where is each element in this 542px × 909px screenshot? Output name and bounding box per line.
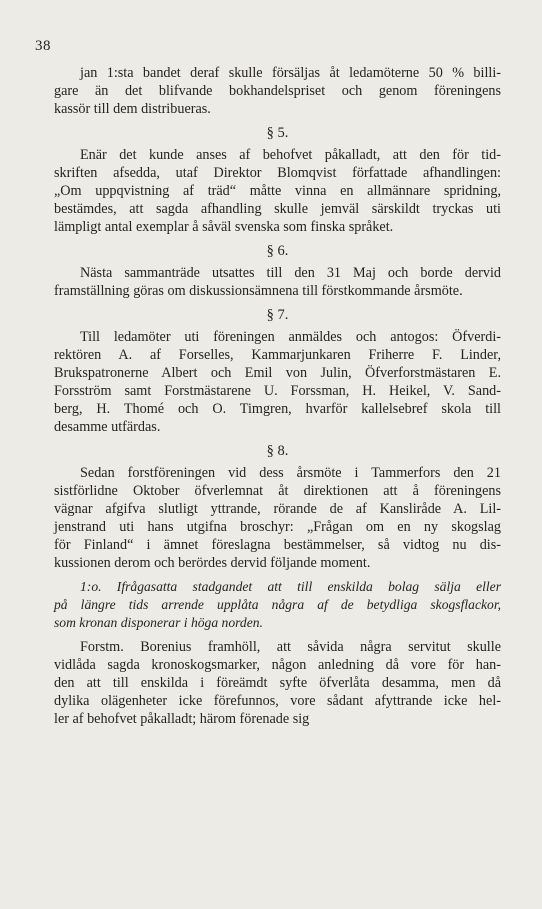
paragraph bbox=[54, 638, 501, 728]
text-line: ler af behofvet påkalladt; härom förenade sig bbox=[54, 711, 310, 727]
text-line: Forsström samt Forstmästarene U. Forssman, H. Heikel, V. Sand- bbox=[54, 383, 501, 399]
text-line: Enär det kunde anses af behofvet påkalladt, att den för tid- bbox=[80, 147, 501, 163]
text-line: jan 1:sta bandet deraf skulle försäljas åt ledamöterne 50 % billi- bbox=[80, 65, 501, 81]
section-heading: § 5. bbox=[266, 125, 289, 141]
text-line: Till ledamöter uti föreningen anmäldes och antogos: Öfverdi- bbox=[80, 329, 501, 345]
text-line: Nästa sammanträde utsattes till den 31 Maj och borde dervid bbox=[80, 265, 501, 281]
paragraph bbox=[54, 64, 501, 118]
text-line: skriften afsedda, utaf Direktor Blomqvist författade afhandlingen: bbox=[54, 165, 501, 181]
text-line: som kronan disponerar i höga norden. bbox=[54, 615, 263, 630]
body-text bbox=[54, 64, 501, 728]
paragraph bbox=[54, 264, 501, 300]
section-heading: § 6. bbox=[266, 243, 289, 259]
text-line: Forstm. Borenius framhöll, att såvida några servitut skulle bbox=[80, 639, 501, 655]
text-line: rektören A. af Forselles, Kammarjunkaren Friherre F. Linder, bbox=[54, 347, 501, 363]
text-line: den att till enskilda i föreämdt syfte öfverlåta desamma, men då bbox=[54, 675, 501, 691]
text-line: på längre tids arrende upplåta några af de betydliga skogsflackor, bbox=[54, 597, 501, 612]
text-line: Brukspatronerne Albert och Emil von Julin, Öfverforstmästaren E. bbox=[54, 365, 501, 381]
text-line: vägnar afgifva slutligt yttrande, rörande de af Kansliråde A. Lil- bbox=[54, 501, 501, 517]
section-heading: § 7. bbox=[266, 307, 289, 323]
text-line: sistförlidne Oktober öfverlemnat åt direktionen att å föreningens bbox=[54, 483, 501, 499]
text-line: framställning göras om diskussionsämnena till förstkommande årsmöte. bbox=[54, 283, 463, 299]
text-line: Sedan forstföreningen vid dess årsmöte i Tammerfors den 21 bbox=[80, 465, 501, 481]
text-line: jenstrand uti hans utgifna broschyr: „Frågan om en ny skogslag bbox=[54, 519, 501, 535]
text-line: „Om uppqvistning af träd“ måtte vinna en allmännare spridning, bbox=[54, 183, 501, 199]
text-line: desamme utfärdas. bbox=[54, 419, 161, 435]
text-line: gare än det blifvande bokhandelspriset och genom föreningens bbox=[54, 83, 501, 99]
text-line: lämpligt antal exemplar å såväl svenska som finska språket. bbox=[54, 219, 394, 235]
text-line: för Finland“ i ämnet föreslagna bestämmelser, så vidtog nu dis- bbox=[54, 537, 501, 553]
page-number: 38 bbox=[35, 38, 51, 54]
italic-paragraph bbox=[54, 578, 501, 632]
text-line: dylika olägenheter icke förefunnos, vore sådant afyttrande icke hel- bbox=[54, 693, 501, 709]
paragraph bbox=[54, 328, 501, 436]
paragraph bbox=[54, 146, 501, 236]
paragraph bbox=[54, 464, 501, 572]
text-line: berg, H. Thomé och O. Timgren, hvarför kallelsebref skola till bbox=[54, 401, 501, 417]
text-line: vidlåda sagda kronoskogsmarker, någon anledning då vore för han- bbox=[54, 657, 501, 673]
text-line: 1:o. Ifrågasatta stadgandet att till enskilda bolag sälja eller bbox=[80, 579, 501, 594]
text-line: bestämdes, att sagda afhandling skulle jemväl särskildt tryckas uti bbox=[54, 201, 501, 217]
text-line: kassör till dem distribueras. bbox=[54, 101, 211, 117]
text-line: kussionen derom och berördes dervid följande moment. bbox=[54, 555, 371, 571]
section-heading: § 8. bbox=[266, 443, 289, 459]
